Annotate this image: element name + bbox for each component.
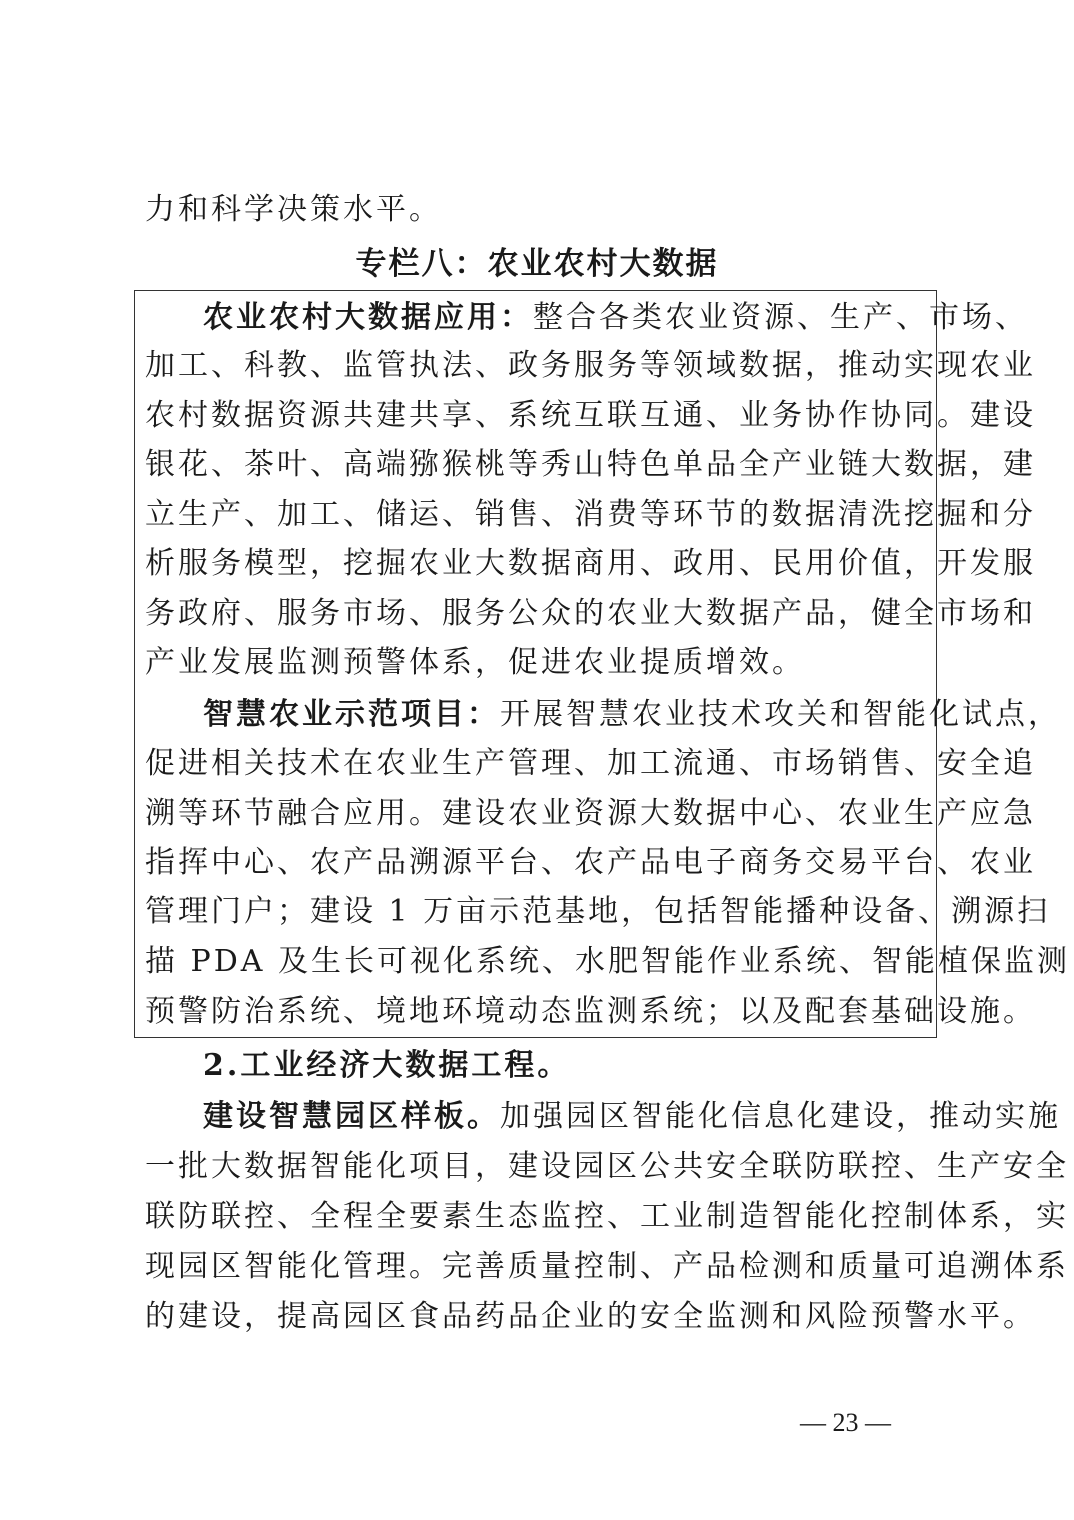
section-para-line: 现园区智能化管理。完善质量控制、产品检测和质量可追溯体系 [145, 1249, 1069, 1284]
box-p2-line: 预警防治系统、境地环境动态监测系统；以及配套基础设施。 [145, 994, 1036, 1029]
column-title: 专栏八：农业农村大数据 [355, 246, 719, 282]
section-para-line: 一批大数据智能化项目，建设园区公共安全联防联控、生产安全 [145, 1149, 1069, 1184]
box-p1-line: 加工、科教、监管执法、政务服务等领域数据，推动实现农业 [145, 348, 1036, 383]
box-p2-line: 管理门户；建设 1 万亩示范基地，包括智能播种设备、溯源扫 [145, 894, 1051, 929]
box-p2-line: 描 PDA 及生长可视化系统、水肥智能作业系统、智能植保监测 [145, 944, 1070, 979]
box-p2-lead: 智慧农业示范项目： [203, 697, 500, 732]
box-p1-line: 析服务模型，挖掘农业大数据商用、政用、民用价值，开发服 [145, 546, 1036, 581]
box-p2-line: 溯等环节融合应用。建设农业资源大数据中心、农业生产应急 [145, 796, 1036, 831]
box-p1-lead: 农业农村大数据应用： [203, 300, 533, 335]
box-p2-first-line [203, 697, 1061, 733]
section-para-lead: 建设智慧园区样板。 [203, 1099, 500, 1134]
section-para-line: 的建设，提高园区食品药品企业的安全监测和风险预警水平。 [145, 1299, 1036, 1334]
intro-tail-line: 力和科学决策水平。 [145, 192, 442, 227]
box-p2-line: 促进相关技术在农业生产管理、加工流通、市场销售、安全追 [145, 746, 1036, 781]
box-p2-line: 指挥中心、农产品溯源平台、农产品电子商务交易平台、农业 [145, 845, 1036, 880]
section-para-first-line [203, 1099, 1061, 1135]
box-p1-line0: 整合各类农业资源、生产、市场、 [533, 300, 1028, 335]
section-para-line0: 加强园区智能化信息化建设，推动实施 [500, 1099, 1061, 1134]
box-p1-line: 立生产、加工、储运、销售、消费等环节的数据清洗挖掘和分 [145, 497, 1036, 532]
box-p1-line: 产业发展监测预警体系，促进农业提质增效。 [145, 645, 805, 680]
box-p2-line0: 开展智慧农业技术攻关和智能化试点， [500, 697, 1061, 732]
section-para-line: 联防联控、全程全要素生态监控、工业制造智能化控制体系，实 [145, 1199, 1069, 1234]
page-number: — 23 — [800, 1408, 891, 1437]
box-p1-line: 务政府、服务市场、服务公众的农业大数据产品，健全市场和 [145, 596, 1036, 631]
section-heading: 2.工业经济大数据工程。 [203, 1048, 571, 1083]
box-p1-first-line [203, 300, 1028, 336]
box-p1-line: 农村数据资源共建共享、系统互联互通、业务协作协同。建设 [145, 398, 1036, 433]
box-p1-line: 银花、茶叶、高端猕猴桃等秀山特色单品全产业链大数据，建 [145, 447, 1036, 482]
